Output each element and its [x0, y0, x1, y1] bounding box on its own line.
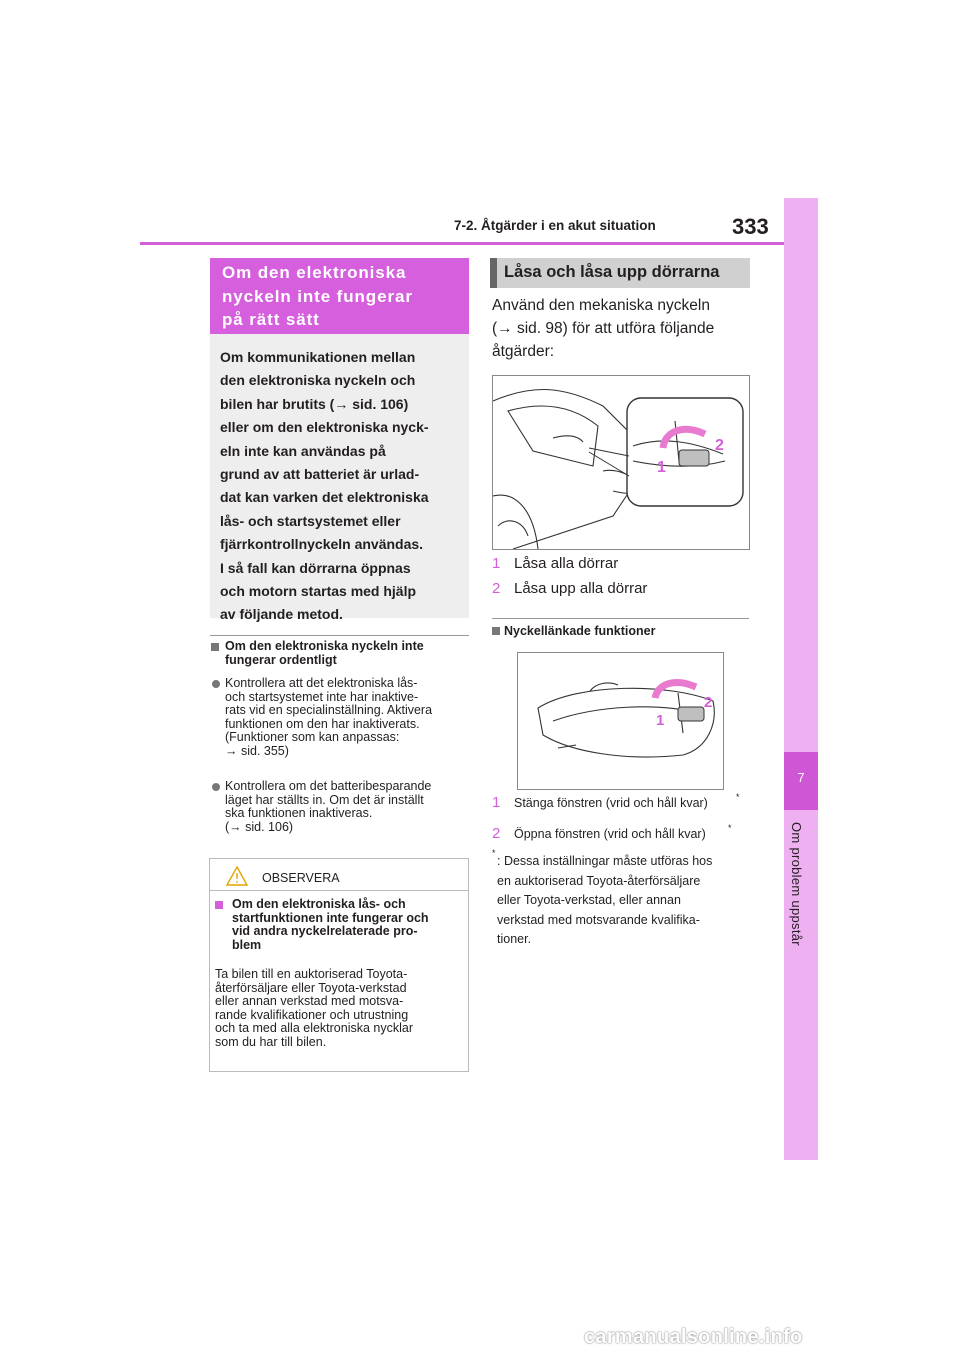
- step-text: Låsa upp alla dörrar: [514, 580, 648, 597]
- chapter-title: Om problem uppstår: [789, 822, 804, 946]
- right-heading-box: [490, 258, 750, 288]
- warning-triangle-icon: [226, 866, 248, 891]
- watermark: carmanualsonline.info: [584, 1326, 803, 1348]
- divider: [492, 618, 749, 619]
- footnote-text: : Dessa inställningar måste utföras hos en auktoriserad Toyota-återförsäljare eller Toyota-verkstad, eller annan verkstad med motsvarande kvalifika- tioner.: [497, 854, 713, 946]
- door-handle-illustration: [492, 375, 750, 550]
- figure1-label: 1: [657, 459, 666, 476]
- right-intro: Använd den mekaniska nyckeln (→ sid. 98) för att utföra följande åtgärder:: [492, 297, 715, 360]
- footnote-mark: *: [492, 848, 496, 858]
- chapter-number: 7: [797, 770, 805, 785]
- caution-subheading: Om den elektroniska lås- och startfunktionen inte fungerar och vid andra nyckelrelaterade pro- blem: [232, 897, 429, 952]
- footer: [0, 1318, 960, 1358]
- caution-title: OBSERVERA: [262, 871, 340, 885]
- subheading-key-fault: Om den elektroniska nyckeln inte fungerar ordentligt: [225, 639, 424, 667]
- caution-divider: [210, 890, 468, 891]
- left-heading-box: [210, 258, 469, 334]
- caution-body: Ta bilen till en auktoriserad Toyota- återförsäljare eller Toyota-verkstad eller annan verkstad med motsva- rande kvalifikationer och utrustning och ta med alla elektroniska nycklar som du har till bilen.: [215, 967, 414, 1049]
- chapter-tab: [784, 198, 818, 1160]
- step-number: 2: [492, 580, 501, 597]
- figure1-label: 2: [715, 437, 724, 454]
- step-text: Öppna fönstren (vrid och håll kvar): [514, 827, 706, 841]
- step-text: Låsa alla dörrar: [514, 555, 619, 572]
- intro-box: [210, 334, 469, 623]
- section-title: 7-2. Åtgärder i en akut situation: [454, 218, 656, 233]
- divider: [210, 635, 469, 636]
- footnote-mark: *: [728, 823, 732, 833]
- step-number: 1: [492, 794, 501, 811]
- step-text: Stänga fönstren (vrid och håll kvar): [514, 796, 708, 810]
- right-heading: Låsa och låsa upp dörrarna: [504, 263, 720, 281]
- figure2-label: 1: [656, 712, 665, 729]
- footnote-mark: *: [736, 792, 740, 802]
- bullet-text: Kontrollera att det elektroniska lås- och startsystemet inte har inaktive- rats vid en specialinställning. Aktivera funktionen om den har inaktiverats. (Funktioner som kan anpassas: → sid. 355): [225, 676, 433, 758]
- subheading-key-linked: Nyckellänkade funktioner: [504, 624, 656, 638]
- window-key-illustration: [517, 652, 724, 790]
- step-number: 2: [492, 825, 501, 842]
- left-heading: Om den elektroniska nyckeln inte fungerar på rätt sätt: [222, 263, 413, 329]
- bullet-text: Kontrollera om det batteribesparande läget har ställts in. Om det är inställt ska funktionen inaktiveras. (→ sid. 106): [225, 779, 432, 834]
- page-number: 333: [732, 214, 769, 239]
- figure2-label: 2: [704, 694, 713, 711]
- header-rule: [140, 242, 784, 245]
- intro-text: Om kommunikationen mellan den elektroniska nyckeln och bilen har brutits (→ sid. 106) eller om den elektroniska nyck- eln inte kan användas på grund av att batteriet är urlad- dat kan varken det elektroniska lås- och startsystemet eller fjärrkontrollnyckeln användas. I så fall kan dörrarna öppnas och motorn startas med hjälp av följande metod.: [220, 349, 429, 623]
- step-number: 1: [492, 555, 501, 572]
